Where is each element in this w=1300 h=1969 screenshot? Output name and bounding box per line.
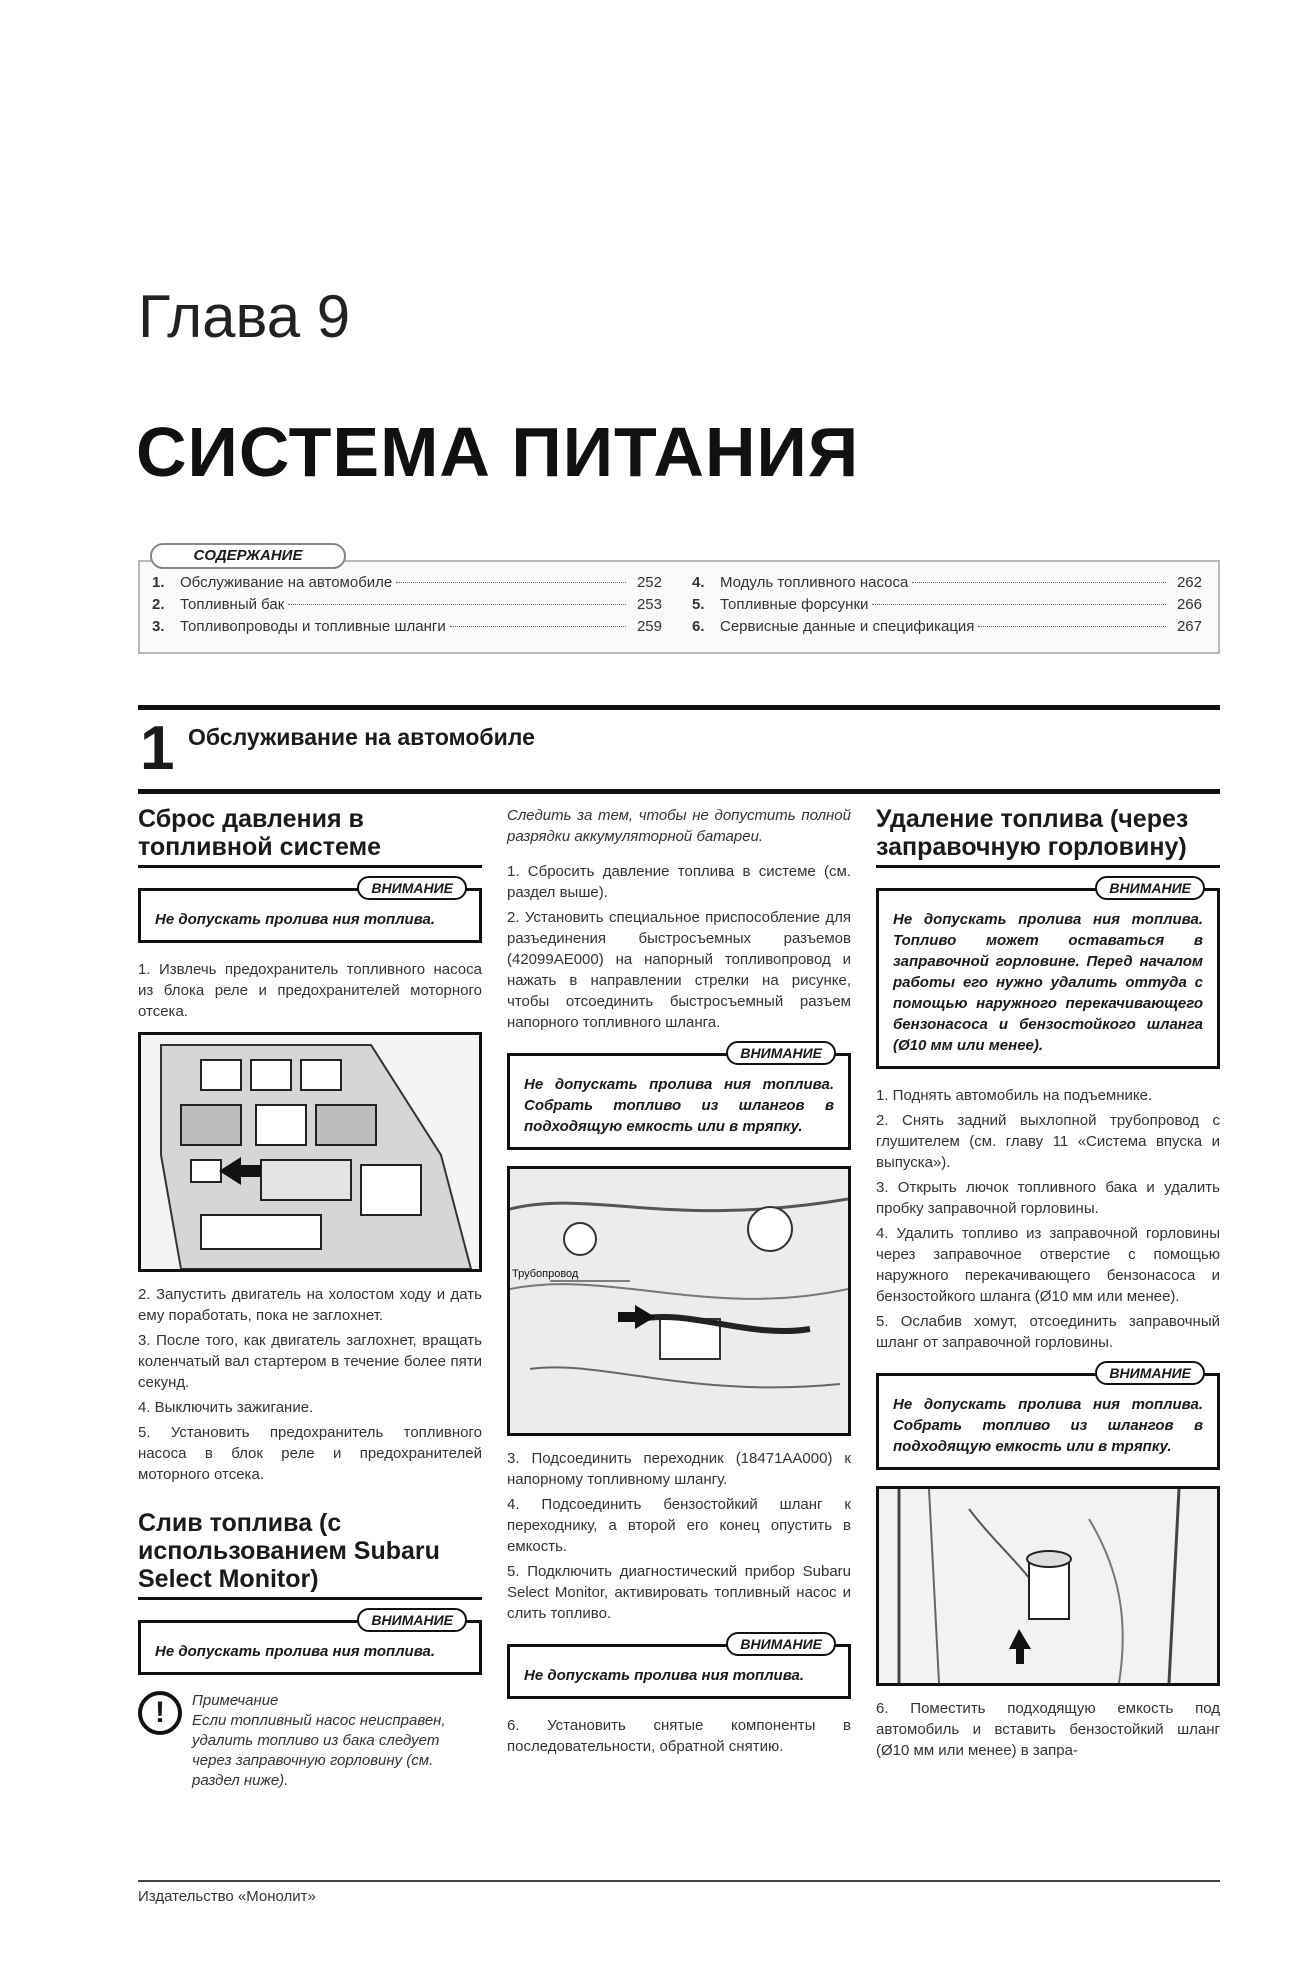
step-text: 3. Подсоединить переходник (18471AA000) к напорному топливному шлангу. — [507, 1450, 851, 1488]
toc-num: 3. — [152, 618, 165, 635]
warning-box — [507, 1045, 851, 1150]
section-rule-top — [138, 705, 1220, 710]
step-text: 1. Извлечь предохранитель топливного насоса из блока реле и предохранителей моторного отсека. — [138, 961, 482, 1020]
step-text: 5. Ослабив хомут, отсоединить заправочный шланг от заправочной горловины. — [876, 1313, 1220, 1351]
filler-neck-illustration — [879, 1489, 1217, 1683]
warning-label: ВНИМАНИЕ — [1095, 1361, 1205, 1385]
toc-item[interactable] — [692, 596, 1202, 618]
toc-item[interactable] — [692, 574, 1202, 596]
toc-page: 252 — [636, 574, 662, 591]
warning-text: Не допускать пролива ния топлива. — [524, 1667, 805, 1684]
intro-text: Следить за тем, чтобы не допустить полной разрядки аккумуляторной батареи. — [507, 807, 851, 845]
toc-leader — [872, 604, 1166, 605]
step-text: 6. Установить снятые компоненты в последовательности, обратной снятию. — [507, 1717, 851, 1755]
toc-leader — [912, 582, 1166, 583]
toc-heading: СОДЕРЖАНИЕ — [150, 543, 346, 569]
step-text: 5. Подключить диагностический прибор Subaru Select Monitor, активировать топливный насос и слить топливо. — [507, 1563, 851, 1622]
warning-text: Не допускать пролива ния топлива. Собрать топливо из шлангов в подходящую емкость или в тряпку. — [893, 1396, 1203, 1455]
toc-num: 5. — [692, 596, 705, 613]
warning-text: Не допускать пролива ния топлива. — [155, 1643, 436, 1660]
column-1 — [138, 805, 482, 1791]
warning-label: ВНИМАНИЕ — [357, 876, 467, 900]
note-body — [192, 1691, 482, 1791]
warning-label: ВНИМАНИЕ — [726, 1632, 836, 1656]
note-title: Примечание — [192, 1692, 279, 1709]
warning-text: Не допускать пролива ния топлива. Топливо может оставаться в заправочной горловине. Перед началом работы его нужно удалить оттуда с помощью наружного перекачивающего бензонасоса и бензостойкого шланга (Ø10 мм или менее). — [893, 911, 1203, 1054]
toc-num: 4. — [692, 574, 705, 591]
publisher-footer: Издательство «Монолит» — [138, 1888, 316, 1905]
section-rule-bottom — [138, 789, 1220, 794]
toc-leader — [450, 626, 626, 627]
step-text: 2. Установить специальное приспособление для разъединения быстросъемных разъемов (42099AE000) на напорный топливопровод и нажать в направлении стрелки на рисунке, чтобы отсоединить быстросъемный разъем напорного топливного шланга. — [507, 909, 851, 1031]
toc-page: 259 — [636, 618, 662, 635]
toc-label: Топливный бак — [180, 596, 285, 613]
subsection-heading: Сброс давления в топливной системе — [138, 805, 482, 868]
step-text: 4. Удалить топливо из заправочной горловины через заправочное отверстие с помощью наружного перекачивающего бензонасоса и бензостойкого шланга (Ø10 мм или менее). — [876, 1225, 1220, 1305]
warning-box — [876, 880, 1220, 1069]
step-text: 5. Установить предохранитель топливного насоса в блок реле и предохранителей моторного отсека. — [138, 1424, 482, 1483]
warning-label: ВНИМАНИЕ — [1095, 876, 1205, 900]
warning-box — [507, 1636, 851, 1699]
toc-label: Модуль топливного насоса — [720, 574, 909, 591]
toc-column-right — [692, 574, 1202, 640]
toc-num: 1. — [152, 574, 165, 591]
footer-rule — [138, 1880, 1220, 1882]
warning-box — [876, 1365, 1220, 1470]
fuse-box-illustration — [141, 1035, 479, 1269]
note-block — [138, 1691, 482, 1791]
step-text: 4. Выключить зажигание. — [138, 1399, 314, 1416]
chapter-label: Глава 9 — [138, 283, 351, 350]
subsection-heading: Удаление топлива (через заправочную горловину) — [876, 805, 1220, 868]
toc-label: Сервисные данные и спецификация — [720, 618, 975, 635]
toc-item[interactable] — [152, 618, 662, 640]
step-text: 2. Запустить двигатель на холостом ходу и дать ему поработать, пока не заглохнет. — [138, 1286, 482, 1324]
warning-text: Не допускать пролива ния топлива. Собрать топливо из шлангов в подходящую емкость или в тряпку. — [524, 1076, 834, 1135]
step-text: 1. Сбросить давление топлива в системе (см. раздел выше). — [507, 863, 851, 901]
toc-column-left — [152, 574, 662, 640]
step-text: 2. Снять задний выхлопной трубопровод с глушителем (см. главу 11 «Система впуска и выпуска»). — [876, 1112, 1220, 1171]
step-text: 3. После того, как двигатель заглохнет, вращать коленчатый вал стартером в течение более пяти секунд. — [138, 1332, 482, 1391]
fuel-line-figure — [507, 1166, 851, 1436]
toc-item[interactable] — [152, 596, 662, 618]
toc-leader — [396, 582, 626, 583]
warning-text: Не допускать пролива ния топлива. — [155, 911, 436, 928]
toc-leader — [288, 604, 626, 605]
column-2 — [507, 805, 851, 1761]
toc-page: 253 — [636, 596, 662, 613]
toc-page: 266 — [1176, 596, 1202, 613]
warning-label: ВНИМАНИЕ — [726, 1041, 836, 1065]
section-title: Обслуживание на автомобиле — [188, 724, 535, 750]
toc-item[interactable] — [692, 618, 1202, 640]
warning-box — [138, 1612, 482, 1675]
toc-label: Обслуживание на автомобиле — [180, 574, 393, 591]
column-3 — [876, 805, 1220, 1765]
exclamation-icon: ! — [138, 1691, 182, 1735]
subsection-heading: Слив топлива (с использованием Subaru Select Monitor) — [138, 1509, 482, 1600]
step-text: 6. Поместить подходящую емкость под автомобиль и вставить бензостойкий шланг (Ø10 мм или менее) в запра- — [876, 1700, 1220, 1759]
toc-label: Топливопроводы и топливные шланги — [180, 618, 446, 635]
toc-num: 6. — [692, 618, 705, 635]
fuse-box-figure — [138, 1032, 482, 1272]
toc-page: 262 — [1176, 574, 1202, 591]
table-of-contents — [138, 560, 1220, 654]
page-title: СИСТЕМА ПИТАНИЯ — [136, 413, 860, 491]
step-text: 3. Открыть лючок топливного бака и удалить пробку заправочной горловины. — [876, 1179, 1220, 1217]
fuel-line-illustration — [510, 1169, 848, 1433]
filler-neck-figure — [876, 1486, 1220, 1686]
step-text: 4. Подсоединить бензостойкий шланг к переходнику, а второй его конец опустить в емкость. — [507, 1496, 851, 1555]
toc-page: 267 — [1176, 618, 1202, 635]
toc-item[interactable] — [152, 574, 662, 596]
step-text: 1. Поднять автомобиль на подъемнике. — [876, 1087, 1153, 1104]
warning-box — [138, 880, 482, 943]
toc-num: 2. — [152, 596, 165, 613]
warning-label: ВНИМАНИЕ — [357, 1608, 467, 1632]
figure-callout-label: Трубопровод — [512, 1268, 579, 1280]
toc-label: Топливные форсунки — [720, 596, 869, 613]
section-number: 1 — [140, 714, 175, 783]
toc-leader — [978, 626, 1166, 627]
note-text: Если топливный насос неисправен, удалить топливо из бака следует через заправочную горловину (см. раздел ниже). — [192, 1712, 446, 1789]
